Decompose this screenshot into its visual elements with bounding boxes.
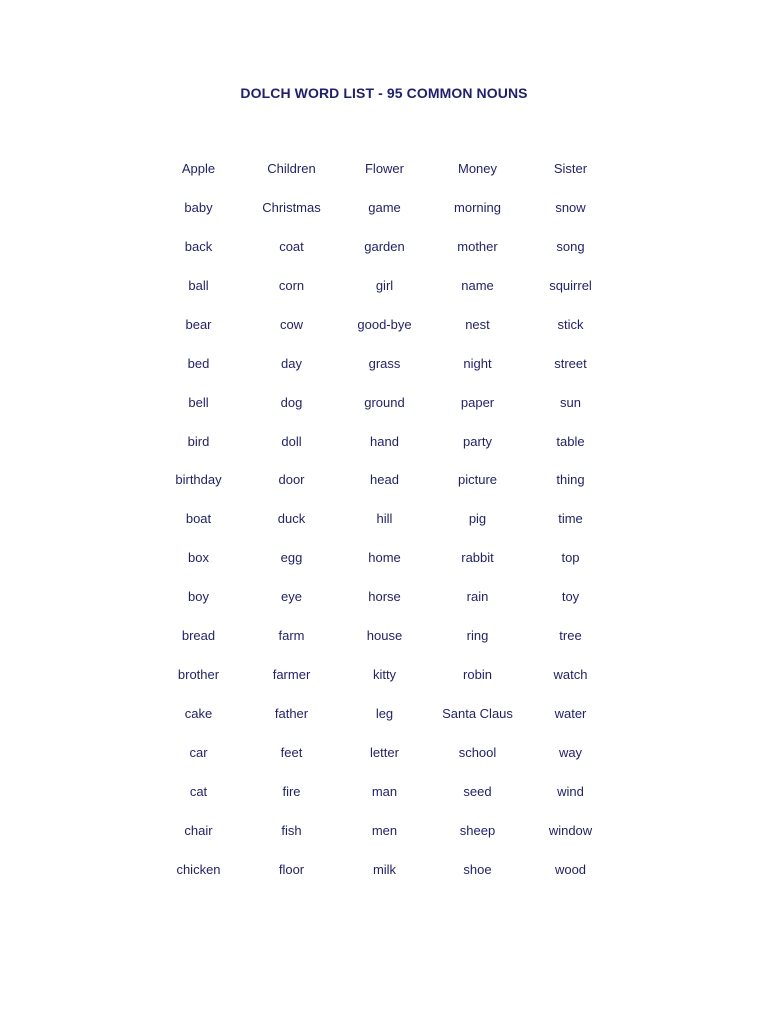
word-cell: rain — [466, 589, 489, 605]
word-cell: back — [184, 238, 213, 254]
word-cell: morning — [454, 199, 501, 215]
word-cell: thing — [556, 472, 585, 488]
word-cell: stick — [557, 316, 584, 332]
word-cell: door — [278, 472, 305, 488]
word-cell: cake — [184, 706, 213, 722]
word-cell: doll — [281, 433, 302, 449]
word-cell: baby — [184, 199, 213, 215]
word-cell: mother — [457, 238, 498, 254]
word-cell: chair — [184, 822, 213, 838]
word-cell: farmer — [272, 667, 311, 683]
word-cell: hand — [370, 433, 399, 449]
word-cell: brother — [177, 667, 220, 683]
word-cell: window — [548, 822, 593, 838]
word-cell: day — [281, 355, 302, 371]
word-cell: Flower — [364, 160, 404, 176]
word-cell: way — [558, 745, 583, 761]
word-cell: home — [368, 550, 401, 566]
word-cell: cow — [279, 316, 304, 332]
word-cell: letter — [370, 745, 399, 761]
word-cell: Apple — [181, 160, 216, 176]
word-cell: Christmas — [262, 199, 321, 215]
word-cell: grass — [368, 355, 401, 371]
word-cell: boat — [185, 511, 212, 527]
word-cell: picture — [457, 472, 498, 488]
word-cell: rabbit — [461, 550, 494, 566]
word-cell: horse — [368, 589, 401, 605]
word-cell: tree — [559, 628, 582, 644]
word-cell: watch — [553, 667, 588, 683]
word-cell: toy — [561, 589, 580, 605]
word-cell: shoe — [463, 861, 492, 877]
word-cell: man — [371, 783, 398, 799]
word-cell: paper — [460, 394, 495, 410]
word-cell: birthday — [175, 472, 222, 488]
word-cell: bread — [181, 628, 216, 644]
word-cell: fish — [281, 822, 302, 838]
word-cell: milk — [372, 861, 397, 877]
word-cell: corn — [278, 277, 305, 293]
word-cell: bed — [187, 355, 210, 371]
word-cell: chicken — [176, 861, 221, 877]
word-cell: ball — [188, 277, 209, 293]
word-cell: farm — [278, 628, 305, 644]
word-cell: street — [554, 355, 587, 371]
word-cell: wood — [554, 861, 587, 877]
word-cell: box — [188, 550, 209, 566]
word-cell: head — [370, 472, 399, 488]
word-cell: hill — [376, 511, 393, 527]
word-cell: top — [561, 550, 580, 566]
word-cell: sheep — [459, 822, 496, 838]
page-title: DOLCH WORD LIST - 95 COMMON NOUNS — [240, 85, 528, 101]
word-cell: Money — [457, 160, 498, 176]
word-cell: Santa Claus — [442, 706, 513, 722]
word-cell: house — [366, 628, 403, 644]
word-cell: kitty — [372, 667, 397, 683]
word-cell: cat — [189, 783, 208, 799]
word-cell: father — [274, 706, 309, 722]
word-cell: water — [554, 706, 587, 722]
word-cell: ring — [466, 628, 489, 644]
word-cell: school — [458, 745, 497, 761]
word-cell: party — [463, 433, 492, 449]
word-cell: boy — [188, 589, 209, 605]
word-table — [152, 149, 617, 889]
word-cell: ground — [364, 394, 405, 410]
word-cell: game — [368, 199, 401, 215]
word-cell: wind — [557, 783, 584, 799]
word-cell: night — [463, 355, 492, 371]
word-cell: time — [558, 511, 583, 527]
word-cell: dog — [280, 394, 303, 410]
word-cell: squirrel — [549, 277, 592, 293]
word-cell: bird — [187, 433, 210, 449]
word-cell: Sister — [553, 160, 588, 176]
word-cell: name — [461, 277, 494, 293]
word-cell: snow — [555, 199, 586, 215]
word-cell: leg — [375, 706, 394, 722]
word-cell: girl — [375, 277, 394, 293]
word-cell: car — [189, 745, 208, 761]
word-cell: floor — [278, 861, 305, 877]
word-cell: eye — [281, 589, 302, 605]
word-cell: feet — [280, 745, 303, 761]
word-cell: egg — [280, 550, 303, 566]
word-cell: pig — [468, 511, 487, 527]
word-cell: sun — [560, 394, 581, 410]
word-cell: seed — [463, 783, 492, 799]
word-cell: garden — [364, 238, 405, 254]
word-cell: fire — [282, 783, 301, 799]
word-cell: robin — [463, 667, 492, 683]
word-cell: good-bye — [357, 316, 412, 332]
word-cell: Children — [267, 160, 316, 176]
word-cell: duck — [277, 511, 306, 527]
word-cell: table — [556, 433, 585, 449]
word-cell: bear — [185, 316, 212, 332]
word-cell: coat — [279, 238, 304, 254]
word-cell: nest — [465, 316, 490, 332]
word-cell: bell — [188, 394, 209, 410]
word-cell: song — [556, 238, 585, 254]
word-cell: men — [371, 822, 398, 838]
